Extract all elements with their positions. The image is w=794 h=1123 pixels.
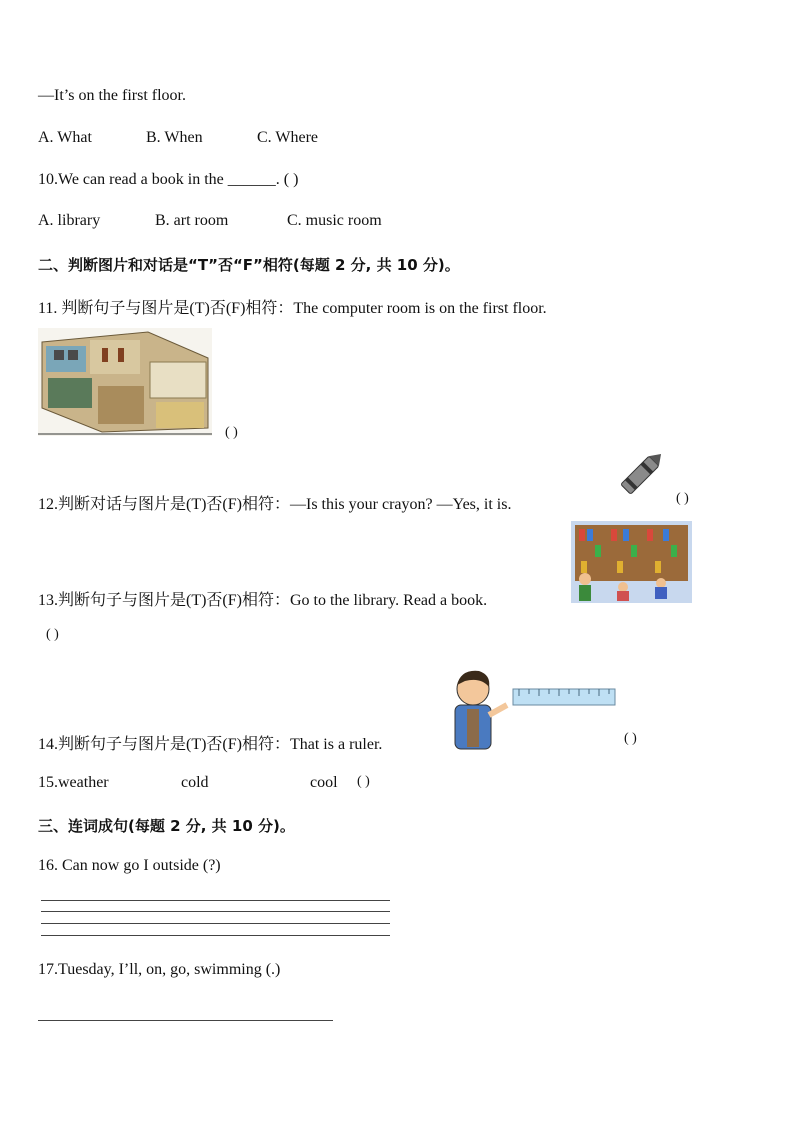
q16-question: 16. Can now go I outside (?) xyxy=(38,857,221,874)
q15-word-2: cold xyxy=(181,774,209,791)
q11-answer-paren: ( ) xyxy=(225,425,238,440)
q16-writing-line-3[interactable] xyxy=(41,923,390,924)
q12-answer-paren: ( ) xyxy=(676,491,689,506)
q13-question: 13.判断句子与图片是(T)否(F)相符：Go to the library. Read a book. xyxy=(38,592,488,609)
q17-answer-line[interactable] xyxy=(38,1020,333,1021)
school-building-image xyxy=(38,328,212,436)
q10-option-b: B. art room xyxy=(155,212,229,229)
q15-word-3: cool xyxy=(310,774,338,791)
q9-option-b: B. When xyxy=(146,129,203,146)
q10-question: 10.We can read a book in the ______. ( ) xyxy=(38,171,299,188)
q10-option-a: A. library xyxy=(38,212,101,229)
q16-writing-line-2[interactable] xyxy=(41,911,390,912)
q12-question: 12.判断对话与图片是(T)否(F)相符：—Is this your crayon? —Yes, it is. xyxy=(38,496,512,513)
crayon-image xyxy=(608,450,666,506)
section-3-heading: 三、连词成句(每题 2 分, 共 10 分)。 xyxy=(38,817,295,835)
q17-question: 17.Tuesday, I’ll, on, go, swimming (.) xyxy=(38,961,281,978)
q16-writing-line-1[interactable] xyxy=(41,900,390,901)
q15-answer-paren: ( ) xyxy=(357,774,370,789)
q11-question: 11. 判断句子与图片是(T)否(F)相符：The computer room is on the first floor. xyxy=(38,300,547,317)
q10-option-c: C. music room xyxy=(287,212,382,229)
library-image xyxy=(571,521,692,603)
q9-option-a: A. What xyxy=(38,129,92,146)
q14-answer-paren: ( ) xyxy=(624,731,637,746)
section-2-heading: 二、判断图片和对话是“T”否“F”相符(每题 2 分, 共 10 分)。 xyxy=(38,256,460,274)
q15-word-1: 15.weather xyxy=(38,774,109,791)
q9-answer-line: —It’s on the first floor. xyxy=(38,87,186,104)
q13-answer-paren: ( ) xyxy=(46,627,59,642)
boy-with-ruler-image xyxy=(445,665,617,751)
q14-question: 14.判断句子与图片是(T)否(F)相符：That is a ruler. xyxy=(38,736,383,753)
q16-writing-line-4[interactable] xyxy=(41,935,390,936)
q9-option-c: C. Where xyxy=(257,129,319,146)
